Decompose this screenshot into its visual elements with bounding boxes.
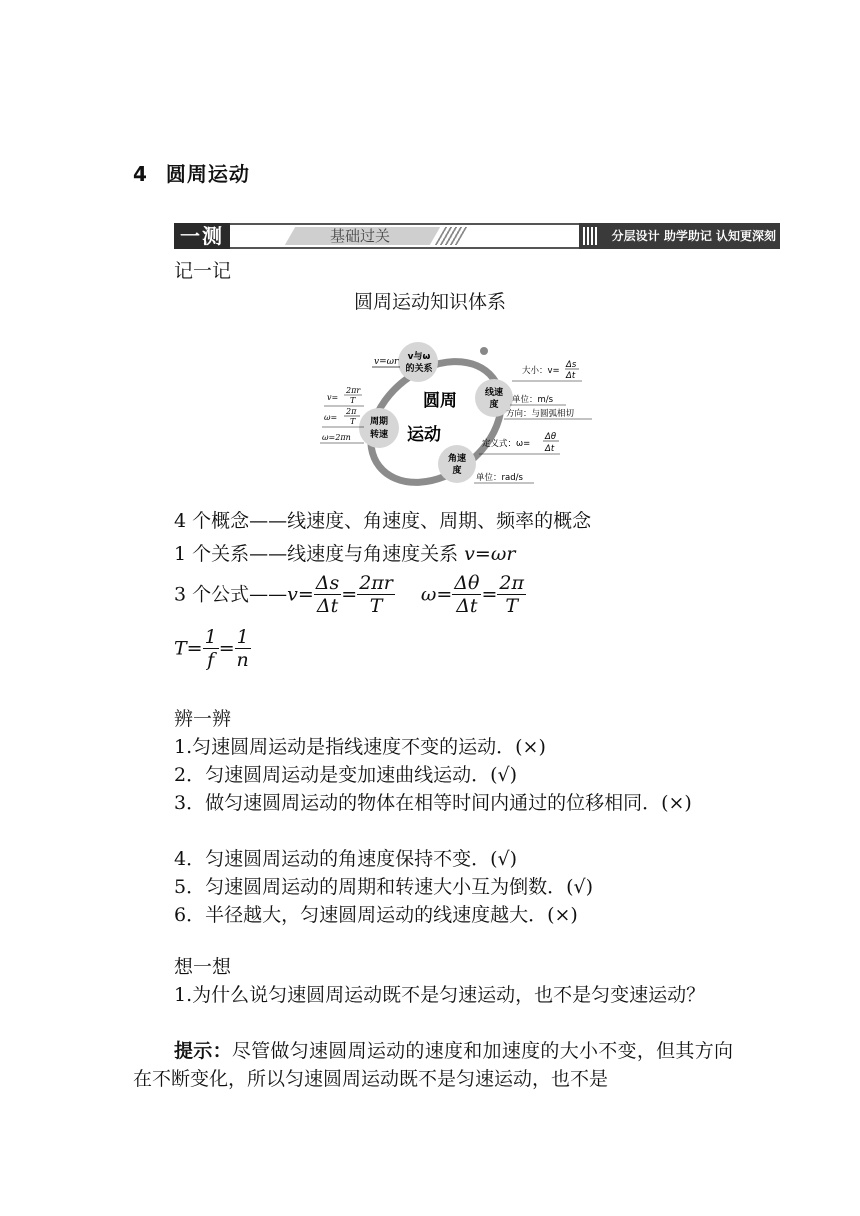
concepts-line: 4 个概念——线速度、角速度、周期、频率的概念 [174,510,592,532]
judge-item-2: 2．匀速圆周运动是变加速曲线运动．(√) [174,764,518,786]
svg-text:v=: v= [327,393,339,402]
frac-1-f [203,626,219,671]
frac-1-n [235,626,251,671]
frac-ds-dt [314,572,341,617]
period-formula-line: T= $\frac{1}{f}$ = $\frac{1}{n}$ [174,626,249,671]
judge-item-6: 6．半径越大，匀速圆周运动的线速度越大．(×) [174,904,578,926]
angular-notes [474,432,560,483]
frac-dtheta-dt [452,572,481,617]
hint-text: 尽管做匀速圆周运动的速度和加速度的大小不变，但其方向在不断变化，所以匀速圆周运动既不是匀速运动，也不是 [133,1040,733,1090]
relation-line [174,540,515,568]
svg-text:定义式：ω=: 定义式：ω= [482,439,531,449]
frac-num: 1 [236,626,249,648]
banner-tag: 一测 [174,223,230,249]
node-period-label2: 转速 [369,430,389,440]
svg-text:方向：与圆弧相切: 方向：与圆弧相切 [506,409,575,419]
svg-text:单位：m/s: 单位：m/s [512,395,554,405]
svg-text:大小：v=: 大小：v= [522,366,560,376]
frac-den: T [505,595,519,617]
think-hint [133,1037,733,1093]
banner-label: 基础过关 [330,227,391,245]
svg-text:Δs: Δs [566,360,577,370]
node-vw-formula: v=ωr [374,357,399,367]
frac-den: T [369,595,383,617]
hint-label: 提示： [174,1040,232,1062]
svg-text:ω=: ω= [324,413,338,422]
frac-num: 2πr [359,572,393,594]
svg-text:单位：rad/s: 单位：rad/s [476,473,523,483]
frac-den: n [236,649,249,671]
frac-2pi-T [497,572,526,617]
formula-T-lhs: T= [174,637,203,660]
svg-text:ω=2πn: ω=2πn [322,433,351,442]
period-formulas [320,386,364,443]
relation-formula: v=ωr [464,543,516,565]
frac-2pir-T [357,572,395,617]
linear-notes [504,360,592,419]
node-angular-label2: 度 [452,466,462,476]
knowledge-diagram [316,340,616,505]
formulas-line: 3 个公式——v= $\frac{\Delta s}{\Delta t}$ = $\frac{2\pi r}{T}$ ω= $\frac{\Delta\theta}{\Delta t}$ = $\frac{2\pi}{T}$ [174,572,524,617]
frac-num: Δs [315,572,340,594]
node-vw-label1: v与ω [407,352,431,362]
judge-item-1: 1.匀速圆周运动是指线速度不变的运动．(×) [174,736,546,758]
section-title-text: 圆周运动 [165,162,250,186]
svg-text:T: T [350,396,356,405]
section-number: 4 [133,162,148,186]
formulas-prefix: 3 个公式—— [174,583,288,606]
frac-num: 2π [499,572,524,594]
svg-text:Δθ: Δθ [545,432,557,442]
node-period [359,408,399,448]
center-label-2: 运动 [407,425,441,445]
formula-w-lhs: ω= [420,583,453,606]
frac-den: Δt [316,595,339,617]
node-angular-label1: 角速 [447,454,467,464]
frac-num: Δθ [454,572,480,594]
frac-den: Δt [456,595,478,617]
banner-stripes [435,227,467,245]
relation-prefix: 1 个关系——线速度与角速度关系 [174,543,465,565]
svg-text:T: T [350,417,356,426]
svg-text:Δt: Δt [545,444,555,454]
node-linear-label1: 线速 [484,388,504,398]
diagram-title: 圆周运动知识体系 [353,291,506,313]
section-banner [174,223,780,249]
frac-den: f [207,649,215,671]
judge-heading: 辨一辨 [174,708,232,730]
svg-text:Δt: Δt [566,371,576,381]
node-period-label1: 周期 [369,417,389,427]
think-heading: 想一想 [174,956,232,978]
judge-item-4: 4．匀速圆周运动的角速度保持不变．(√) [174,848,518,870]
banner-bars-icon [583,227,597,245]
node-angular [438,445,476,483]
remember-heading: 记一记 [174,260,232,282]
formula-v-lhs: v= [287,583,314,606]
think-question: 1.为什么说匀速圆周运动既不是匀速运动，也不是匀变速运动？ [174,984,706,1006]
frac-num: 1 [204,626,217,648]
center-label-1: 圆周 [423,391,457,411]
banner-right [579,223,780,249]
node-vw [398,342,438,382]
svg-text:2πr: 2πr [346,386,361,395]
orbit-dot [480,347,488,355]
judge-item-5: 5．匀速圆周运动的周期和转速大小互为倒数．(√) [174,876,594,898]
node-vw-label2: 的关系 [405,364,433,374]
section-title [133,158,250,187]
judge-item-3: 3．做匀速圆周运动的物体在相等时间内通过的位移相同．(×) [174,792,692,814]
svg-text:2π: 2π [346,407,357,416]
node-linear-label2: 度 [489,400,499,410]
banner-right-text: 分层设计 助学助记 认知更深刻 [611,229,776,243]
